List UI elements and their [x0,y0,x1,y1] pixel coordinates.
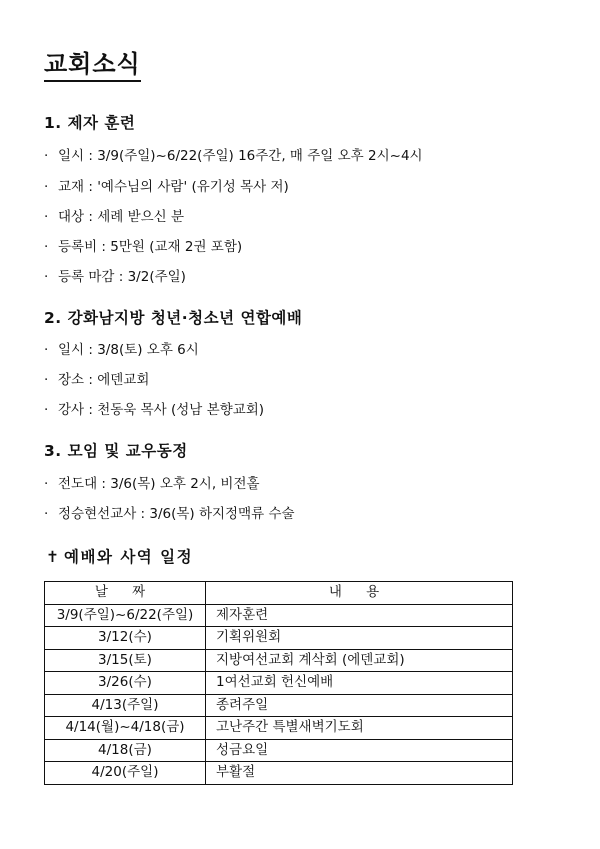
bullet-text: 등록비 : 5만원 (교재 2권 포함) [58,239,243,255]
schedule-table [44,581,513,785]
table-row [45,672,513,695]
table-header-row [45,582,513,605]
table-row [45,739,513,762]
cell-content: 지방여선교회 계삭회 (에덴교회) [206,649,513,672]
cell-content: 성금요일 [206,739,513,762]
cell-content: 제자훈련 [206,604,513,627]
cell-date: 3/9(주일)~6/22(주일) [45,604,206,627]
bullet-item [44,268,186,286]
bullet-item [44,401,264,419]
bullet-item [44,147,423,165]
bullet-text: 등록 마감 : 3/2(주일) [58,269,186,285]
bullet-mark: · [44,372,49,388]
bullet-item [44,208,184,226]
bullet-mark: · [44,239,49,255]
cell-date: 3/12(수) [45,627,206,650]
bullet-text: 일시 : 3/9(주일)~6/22(주일) 16주간, 매 주일 오후 2시~4시 [58,148,423,164]
schedule-heading [46,547,193,567]
cell-date: 4/18(금) [45,739,206,762]
bullet-item [44,475,260,493]
table-row [45,627,513,650]
bullet-text: 일시 : 3/8(토) 오후 6시 [58,342,199,358]
bullet-text: 강사 : 천동욱 목사 (성남 본향교회) [58,402,265,418]
bullet-text: 전도대 : 3/6(목) 오후 2시, 비전홀 [58,476,260,492]
bullet-item [44,238,242,256]
schedule-heading-text: 예배와 사역 일정 [64,548,194,566]
bullet-mark: · [44,179,49,195]
bullet-text: 정승현선교사 : 3/6(목) 하지정맥류 수술 [58,506,295,522]
bullet-text: 대상 : 세례 받으신 분 [58,209,185,225]
bullet-item [44,341,199,359]
bullet-mark: · [44,342,49,358]
bullet-mark: · [44,402,49,418]
cell-content: 고난주간 특별새벽기도회 [206,717,513,740]
bullet-mark: · [44,148,49,164]
cell-date: 3/26(수) [45,672,206,695]
bullet-item [44,505,295,523]
cell-content: 종려주일 [206,694,513,717]
column-header-content: 내 용 [206,582,513,605]
cell-content: 부활절 [206,762,513,785]
section-heading-training: 1. 제자 훈련 [44,114,136,132]
table-row [45,717,513,740]
section-heading-youth-worship: 2. 강화남지방 청년·청소년 연합예배 [44,309,303,327]
bullet-mark: · [44,209,49,225]
table-row [45,649,513,672]
cell-content: 기획위원회 [206,627,513,650]
cell-date: 4/14(월)~4/18(금) [45,717,206,740]
table-row [45,604,513,627]
cell-content: 1여선교회 헌신예배 [206,672,513,695]
column-header-date: 날 짜 [45,582,206,605]
bullet-text: 장소 : 에덴교회 [58,372,150,388]
table-row [45,694,513,717]
bullet-text: 교재 : '예수님의 사람' (유기성 목사 저) [58,179,289,195]
bullet-mark: · [44,269,49,285]
bullet-mark: · [44,506,49,522]
page-title: 교회소식 [44,50,141,82]
cross-icon: ✝ [46,548,61,566]
section-heading-fellowship: 3. 모임 및 교우동정 [44,442,188,460]
cell-date: 3/15(토) [45,649,206,672]
cell-date: 4/13(주일) [45,694,206,717]
table-row [45,762,513,785]
bullet-item [44,371,149,389]
cell-date: 4/20(주일) [45,762,206,785]
bullet-mark: · [44,476,49,492]
bullet-item [44,178,289,196]
